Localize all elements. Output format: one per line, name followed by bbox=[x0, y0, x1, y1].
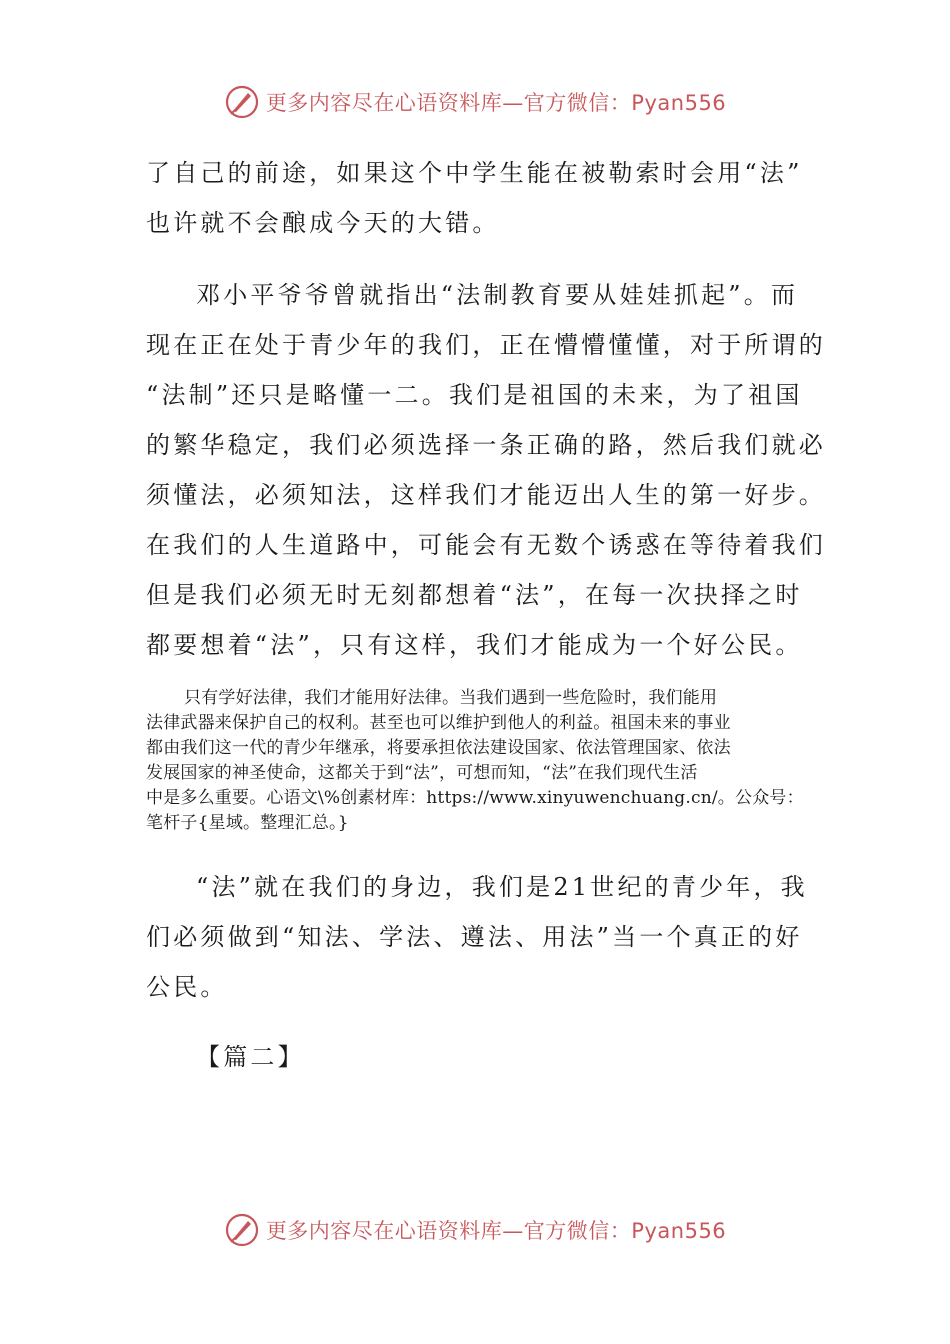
text-line: 只有学好法律，我们才能用好法律。当我们遇到一些危险时，我们能用 bbox=[184, 688, 718, 708]
text-line: 法律武器来保护自己的权利。甚至也可以维护到他人的利益。祖国未来的事业 bbox=[146, 713, 731, 733]
text-line: 们必须做到“知法、学法、遵法、用法”当一个真正的好 bbox=[146, 923, 803, 951]
text-line: 笔杆子{星域。整理汇总。} bbox=[146, 813, 349, 833]
text-line: 现在正在处于青少年的我们，正在懵懵懂懂，对于所谓的 bbox=[146, 331, 826, 359]
text-line: 的繁华稳定，我们必须选择一条正确的路，然后我们就必 bbox=[146, 431, 826, 459]
text-line: 邓小平爷爷曾就指出“法制教育要从娃娃抓起”。而 bbox=[196, 281, 799, 309]
text-line: “法”就在我们的身边，我们是21世纪的青少年，我 bbox=[196, 873, 808, 901]
paragraph-1 bbox=[146, 148, 814, 248]
text-line: 中是多么重要。心语文\%创素材库：https://www.xinyuwenchuang.cn/。公众号： bbox=[146, 788, 804, 808]
paragraph-2 bbox=[146, 270, 826, 670]
quill-logo-icon bbox=[224, 84, 260, 120]
footer-banner-text: 更多内容尽在心语资料库—官方微信：Pyan556 bbox=[265, 1219, 727, 1243]
section-heading bbox=[146, 1032, 814, 1082]
text-line: 公民。 bbox=[146, 973, 228, 1001]
text-line: 须懂法，必须知法，这样我们才能迈出人生的第一好步。 bbox=[146, 481, 826, 509]
header-banner bbox=[0, 82, 950, 122]
footer-banner bbox=[0, 1210, 950, 1250]
header-banner-text: 更多内容尽在心语资料库—官方微信：Pyan556 bbox=[265, 91, 727, 115]
text-line: 都由我们这一代的青少年继承，将要承担依法建设国家、依法管理国家、依法 bbox=[146, 738, 731, 758]
text-line: 但是我们必须无时无刻都想着“法”，在每一次抉择之时 bbox=[146, 581, 803, 609]
text-line: 发展国家的神圣使命，这都关于到“法”，可想而知，“法”在我们现代生活 bbox=[146, 763, 698, 783]
text-line: 在我们的人生道路中，可能会有无数个诱惑在等待着我们 bbox=[146, 531, 826, 559]
text-line: 了自己的前途，如果这个中学生能在被勒索时会用“法” bbox=[146, 159, 803, 187]
paragraph-4 bbox=[146, 862, 814, 1012]
quill-logo-icon bbox=[224, 1212, 260, 1248]
text-line: “法制”还只是略懂一二。我们是祖国的未来，为了祖国 bbox=[146, 381, 803, 409]
section-title: 【篇二】 bbox=[196, 1043, 305, 1071]
text-line: 也许就不会酿成今天的大错。 bbox=[146, 209, 500, 237]
paragraph-3 bbox=[146, 686, 814, 836]
text-line: 都要想着“法”，只有这样，我们才能成为一个好公民。 bbox=[146, 631, 803, 659]
